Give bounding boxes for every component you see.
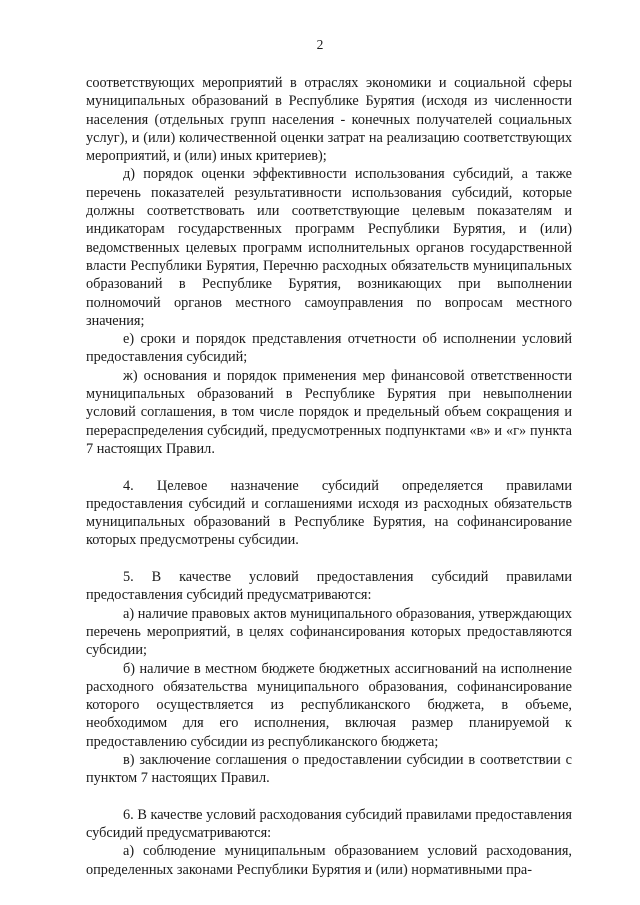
- page-number: 2: [316, 37, 324, 52]
- paragraph-continuation: соответствующих мероприятий в отраслях экономики и социальной сферы муниципальных образований в Республике Бурятия (исходя из численности населения (отдельных групп населения - конечных получателей социальных услуг), и (или) количественной оценки затрат на реализацию соответствующих мероприятий, и (или) иных критериев);: [86, 75, 572, 165]
- paragraph-section-5: 5. В качестве условий предоставления субсидий правилами предоставления субсидий предусматриваются:: [86, 569, 572, 604]
- paragraph-section-6-item-a: а) соблюдение муниципальным образованием условий расходования, определенных законами Республики Бурятия и (или) нормативными пра-: [86, 843, 572, 878]
- document-body: [86, 74, 572, 879]
- paragraph-section-6: 6. В качестве условий расходования субсидий правилами предоставления субсидий предусматриваются:: [86, 806, 572, 842]
- paragraph-item-b: б) наличие в местном бюджете бюджетных ассигнований на исполнение расходного обязательства муниципального образования, софинансирование которого осуществляется из республиканского бюджета, в объеме, необходимом для его исполнения, включая размер планируемой к предоставлению субсидии из республиканского бюджета;: [86, 660, 572, 750]
- paragraph-item-a: а) наличие правовых актов муниципального образования, утверждающих перечень мероприятий, в целях софинансирования которых предоставляются субсидии;: [86, 605, 572, 659]
- paragraph-item-v: в) заключение соглашения о предоставлении субсидии в соответствии с пунктом 7 настоящих Правил.: [86, 751, 572, 787]
- paragraph-item-e: е) сроки и порядок представления отчетности об исполнении условий предоставления субсидий;: [86, 331, 572, 366]
- paragraph-item-d: д) порядок оценки эффективности использования субсидий, а также перечень показателей результативности использования субсидий, которые должны соответствовать или соответствующие целевым показателям и индикаторам государственных программ Республики Бурятия, и (или) ведомственных целевых программ исполнительных органов государственной власти Республики Бурятия, Перечню расходных обязательств муниципальных образований в Республике Бурятия, возникающих при выполнении полномочий органов местного самоуправления по вопросам местного значения;: [86, 166, 572, 329]
- paragraph-item-zh: ж) основания и порядок применения мер финансовой ответственности муниципальных образований в Республике Бурятия при невыполнении условий соглашения, в том числе порядок и предельный объем сокращения и перераспределения субсидий, предусмотренных подпунктами «в» и «г» пункта 7 настоящих Правил.: [86, 367, 572, 457]
- paragraph-section-4: 4. Целевое назначение субсидий определяется правилами предоставления субсидий и соглашениями исходя из расходных обязательств муниципальных образований в Республике Бурятия, на софинансирование которых предусмотрены субсидии.: [86, 477, 572, 549]
